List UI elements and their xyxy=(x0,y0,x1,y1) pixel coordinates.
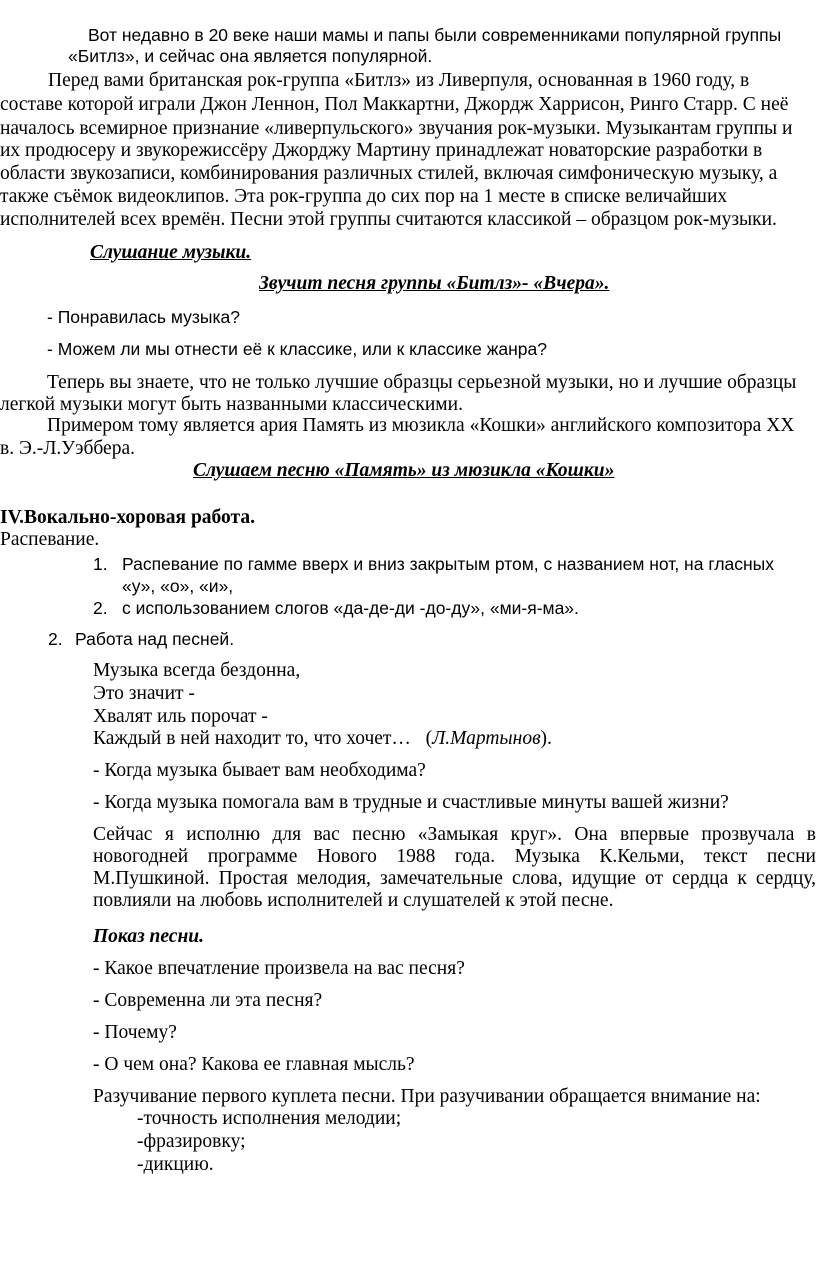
warmup-item1-line1: Распевание по гамме вверх и вниз закрытым ртом, с названием нот, на гласных xyxy=(122,554,775,574)
poem-line1: Музыка всегда бездонна, xyxy=(93,660,301,681)
intro-p2-line3: началось всемирное признание «ливерпульского» звучания рок-музыки. Музыкантам группы и xyxy=(0,118,793,139)
intro-p2-line4: их продюсеру и звукорежиссёру Джорджу Мартину принадлежат новаторские разработки в xyxy=(0,140,763,161)
question-need-music: - Когда музыка бывает вам необходима? xyxy=(93,760,426,781)
listening-heading: Слушание музыки. xyxy=(90,242,252,263)
song-description: Сейчас я исполню для вас песню «Замыкая круг». Она впервые прозвучала в новогодней программе Нового 1988 года. Музыка К.Кельми, текст песни М.Пушкиной. Простая мелодия, замечательные слова, идущие от сердца к сердцу, повлияли на любовь исполнителей и слушателей к этой песне. xyxy=(93,824,816,911)
question-music-helped: - Когда музыка помогала вам в трудные и счастливые минуты вашей жизни? xyxy=(93,792,729,813)
intro-p2-line5: области звукозаписи, комбинирования различных стилей, включая симфоническую музыку, а xyxy=(0,163,778,184)
intro-p2-line6: также съёмок видеоклипов. Эта рок-группа до сих пор на 1 месте в списке величайших xyxy=(0,186,728,207)
intro-p1-line2: «Битлз», и сейчас она является популярной. xyxy=(68,46,433,66)
question-classics: - Можем ли мы отнести её к классике, или к классике жанра? xyxy=(47,339,548,359)
intro-p2-line7: исполнителей всех времён. Песни этой группы считаются классикой – образцом рок-музыки. xyxy=(0,209,777,230)
question-liked-music: - Понравилась музыка? xyxy=(47,307,240,327)
poem-author-close: ). xyxy=(540,728,552,749)
cats-heading: Слушаем песню «Память» из мюзикла «Кошки» xyxy=(193,460,615,481)
warmup-item2-text: с использованием слогов «да-де-ди -до-ду», «ми-я-ма». xyxy=(122,598,579,618)
warmup-item1-number: 1. xyxy=(93,554,108,574)
para4-line1: Примером тому является ария Память из мюзикла «Кошки» английского композитора XX xyxy=(47,415,795,436)
warmup-label: Распевание. xyxy=(0,529,100,550)
poem-line3: Хвалят иль порочат - xyxy=(93,706,268,727)
vocal-heading: IV.Вокально-хоровая работа. xyxy=(0,507,255,528)
learning-point-phrasing: -фразировку; xyxy=(137,1131,246,1152)
show-song-heading: Показ песни. xyxy=(93,926,204,947)
poem-author-open: ( xyxy=(425,728,433,749)
warmup-item1-line2: «у», «о», «и», xyxy=(122,576,234,596)
para3-line2: легкой музыки могут быть названными классическими. xyxy=(0,394,463,415)
para4-line2: в. Э.-Л.Уэббера. xyxy=(0,438,135,459)
poem-line4 xyxy=(93,728,552,750)
song-work-number: 2. xyxy=(48,629,63,649)
question-main-idea: - О чем она? Какова ее главная мысль? xyxy=(93,1054,415,1075)
para3-line1: Теперь вы знаете, что не только лучшие образцы серьезной музыки, но и лучшие образцы xyxy=(47,372,797,393)
song-heading: Звучит песня группы «Битлз»- «Вчера». xyxy=(259,273,610,294)
question-why: - Почему? xyxy=(93,1022,177,1043)
learning-intro: Разучивание первого куплета песни. При разучивании обращается внимание на: xyxy=(93,1086,761,1107)
learning-point-melody: -точность исполнения мелодии; xyxy=(137,1108,402,1129)
poem-author: Л.Мартынов xyxy=(432,728,541,749)
question-modern: - Современна ли эта песня? xyxy=(93,990,323,1011)
intro-p1-line1: Вот недавно в 20 веке наши мамы и папы были современниками популярной группы xyxy=(88,25,782,45)
warmup-item2-number: 2. xyxy=(93,598,108,618)
song-work-text: Работа над песней. xyxy=(75,629,235,649)
poem-line4-text: Каждый в ней находит то, что хочет… xyxy=(93,728,411,749)
intro-p2-line2: составе которой играли Джон Леннон, Пол Маккартни, Джордж Харрисон, Ринго Старр. С неё xyxy=(0,94,789,115)
learning-point-diction: -дикцию. xyxy=(137,1154,214,1175)
question-impression: - Какое впечатление произвела на вас песня? xyxy=(93,958,465,979)
intro-p2-line1: Перед вами британская рок-группа «Битлз» из Ливерпуля, основанная в 1960 году, в xyxy=(48,70,750,91)
poem-line2: Это значит - xyxy=(93,683,195,704)
